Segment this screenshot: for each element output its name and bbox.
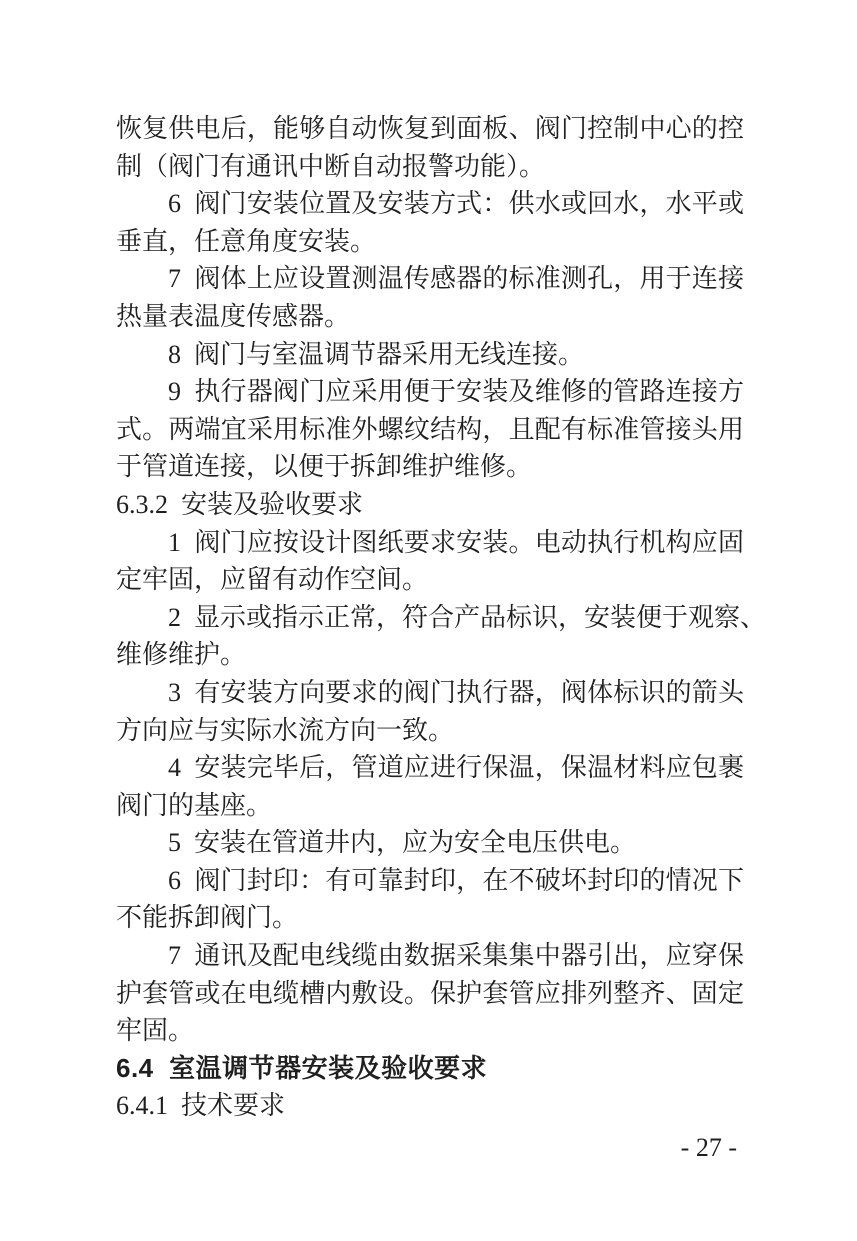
text-line: 维修维护。 (116, 640, 247, 670)
page-number: - 27 - (680, 1133, 737, 1162)
text-line: 牢固。 (116, 1016, 195, 1046)
paragraph (116, 824, 744, 862)
text-line: 2 显示或指示正常，符合产品标识，安装便于观察、 (168, 602, 767, 632)
paragraph (116, 937, 744, 1050)
text-line: 定牢固，应留有动作空间。 (116, 565, 429, 595)
text-line: 式。两端宜采用标准外螺纹结构，且配有标准管接头用 (116, 414, 744, 444)
text-line: 6.4.1 技术要求 (116, 1091, 286, 1121)
text-line: 9 执行器阀门应采用便于安装及维修的管路连接方 (168, 377, 744, 407)
paragraph (116, 862, 744, 937)
section-heading (116, 486, 744, 524)
text-line: 护套管或在电缆槽内敷设。保护套管应排列整齐、固定 (116, 978, 744, 1008)
text-line: 6.3.2 安装及验收要求 (116, 489, 364, 519)
paragraph (116, 674, 744, 749)
text-line: 7 阀体上应设置测温传感器的标准测孔，用于连接 (168, 264, 744, 294)
paragraph (116, 749, 744, 824)
text-line: 8 阀门与室温调节器采用无线连接。 (168, 339, 585, 369)
text-line: 恢复供电后，能够自动恢复到面板、阀门控制中心的控 (116, 114, 744, 143)
section-heading (116, 1050, 744, 1088)
text-line: 方向应与实际水流方向一致。 (116, 715, 455, 745)
text-line: 制（阀门有通讯中断自动报警功能）。 (116, 151, 546, 181)
paragraph (116, 110, 744, 185)
text-line: 垂直，任意角度安装。 (116, 226, 377, 256)
paragraph (116, 524, 744, 599)
text-line: 7 通讯及配电线缆由数据采集集中器引出，应穿保 (168, 941, 744, 971)
paragraph (116, 336, 744, 374)
text-line: 热量表温度传感器。 (116, 301, 351, 331)
paragraph (116, 260, 744, 335)
text-line: 6.4 室温调节器安装及验收要求 (116, 1052, 488, 1083)
text-line: 3 有安装方向要求的阀门执行器，阀体标识的箭头 (168, 677, 744, 707)
section-heading (116, 1087, 744, 1125)
document-body (116, 110, 767, 1125)
text-line: 阀门的基座。 (116, 790, 273, 820)
text-line: 5 安装在管道井内，应为安全电压供电。 (168, 828, 637, 858)
text-line: 1 阀门应按设计图纸要求安装。电动执行机构应固 (168, 527, 744, 557)
text-line: 6 阀门封印：有可靠封印，在不破坏封印的情况下 (168, 865, 744, 895)
paragraph (116, 373, 744, 486)
text-line: 4 安装完毕后，管道应进行保温，保温材料应包裹 (168, 753, 744, 783)
paragraph (116, 185, 744, 260)
text-line: 不能拆卸阀门。 (116, 903, 299, 933)
text-line: 6 阀门安装位置及安装方式：供水或回水，水平或 (168, 189, 744, 219)
paragraph (116, 599, 767, 674)
text-line: 于管道连接，以便于拆卸维护维修。 (116, 452, 533, 482)
